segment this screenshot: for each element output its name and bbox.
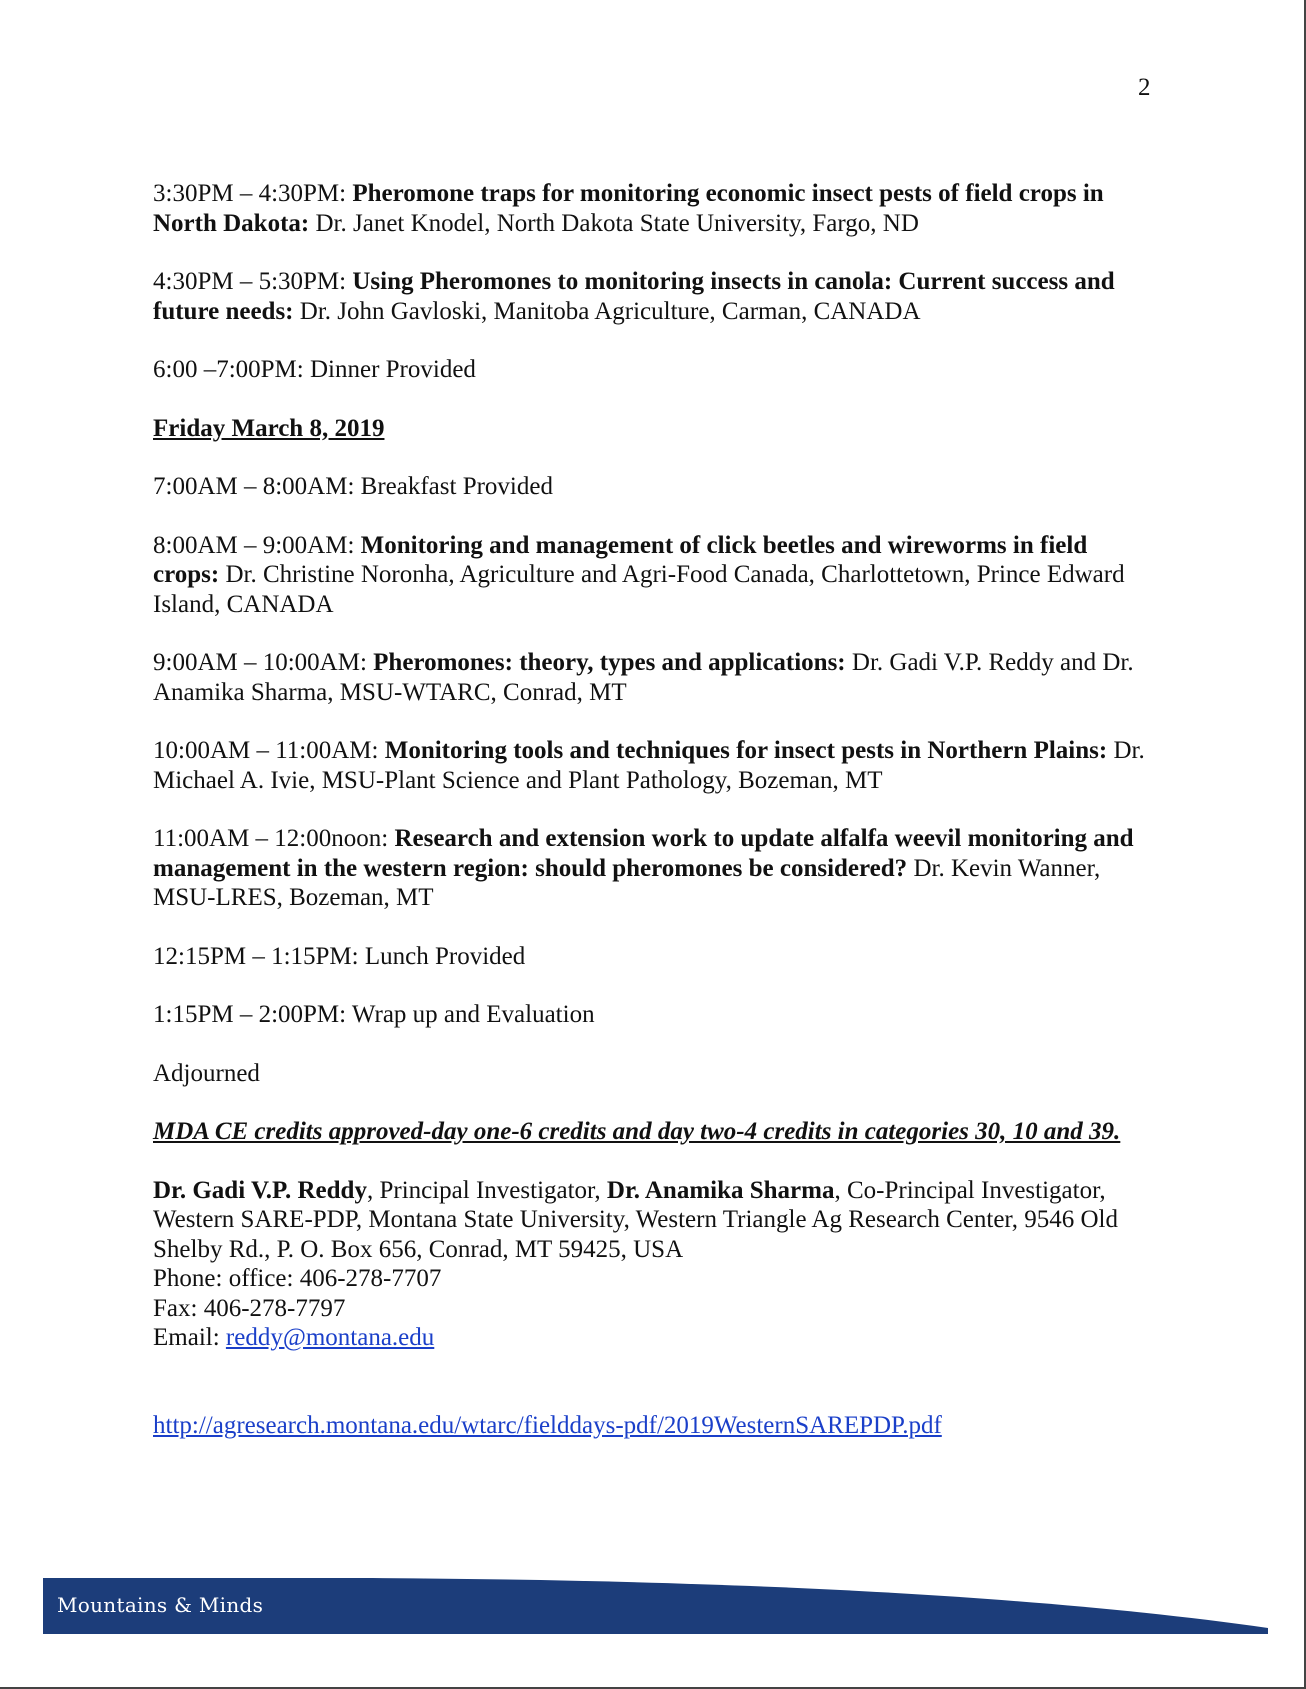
session-item xyxy=(153,824,1153,913)
session-title: Research and extension work to update alfalfa weevil monitoring and management in the western region: should pheromones be considered? xyxy=(153,825,1134,882)
session-speaker: Dr. Gadi V.P. Reddy and Dr. Anamika Sharma, MSU-WTARC, Conrad, MT xyxy=(153,649,1134,706)
adjourned-text: Adjourned xyxy=(153,1059,260,1087)
session-speaker: Dr. Kevin Wanner, MSU-LRES, Bozeman, MT xyxy=(153,854,1101,911)
session-time: 9:00AM – 10:00AM: xyxy=(153,649,374,676)
session-title: Pheromones: theory, types and applications: xyxy=(373,649,846,676)
session-title: Monitoring and management of click beetles and wireworms in field crops: xyxy=(153,531,1088,588)
session-title: Monitoring tools and techniques for insect pests in Northern Plains: xyxy=(384,737,1108,764)
pi-name: Dr. Gadi V.P. Reddy xyxy=(153,1176,367,1204)
session-title: Pheromone traps for monitoring economic insect pests of field crops in North Dakota: xyxy=(153,180,1104,237)
email-label: Email: xyxy=(153,1324,226,1351)
session-item xyxy=(153,648,1153,707)
session-time: 11:00AM – 12:00noon: xyxy=(153,825,395,852)
url-paragraph xyxy=(153,1411,1153,1441)
session-item xyxy=(153,267,1153,326)
copi-name: Dr. Anamika Sharma xyxy=(606,1176,835,1204)
pdf-url-link[interactable]: http://agresearch.montana.edu/wtarc/fielddays-pdf/2019WesternSAREPDP.pdf xyxy=(153,1411,942,1439)
email-link[interactable]: reddy@montana.edu xyxy=(225,1324,435,1351)
dinner-item: 6:00 –7:00PM: Dinner Provided xyxy=(153,356,476,383)
session-speaker: Dr. Janet Knodel, North Dakota State University, Fargo, ND xyxy=(309,209,919,237)
session-time: 4:30PM – 5:30PM: xyxy=(153,268,353,295)
session-time: 8:00AM – 9:00AM: xyxy=(153,531,361,559)
session-time: 10:00AM – 11:00AM: xyxy=(153,737,385,764)
session-time: 3:30PM – 4:30PM: xyxy=(153,180,353,207)
agenda-content xyxy=(153,179,1153,1469)
fax-line: Fax: 406-278-7797 xyxy=(153,1294,346,1322)
session-speaker: Dr. John Gavloski, Manitoba Agriculture, Carman, CANADA xyxy=(293,297,921,325)
breakfast-item: 7:00AM – 8:00AM: Breakfast Provided xyxy=(153,473,553,500)
wrapup-item: 1:15PM – 2:00PM: Wrap up and Evaluation xyxy=(153,1001,595,1028)
session-title: Using Pheromones to monitoring insects in canola: Current success and future needs: xyxy=(153,268,1115,325)
session-item xyxy=(153,179,1153,238)
phone-line: Phone: office: 406-278-7707 xyxy=(153,1265,442,1292)
copi-role-address: , Co-Principal Investigator, Western SARE-PDP, Montana State University, Western Triangle Ag Research Center, 9546 Old Shelby Rd., P. O. Box 656, Conrad, MT 59425, USA xyxy=(153,1176,1118,1263)
contact-block xyxy=(153,1176,1153,1353)
session-item xyxy=(153,736,1153,795)
email-line xyxy=(153,1323,1153,1353)
page-number: 2 xyxy=(1138,74,1151,101)
session-speaker: Dr. Christine Noronha, Agriculture and Agri-Food Canada, Charlottetown, Prince Edward Island, CANADA xyxy=(153,561,1125,618)
day-heading: Friday March 8, 2019 xyxy=(153,414,385,442)
lunch-item: 12:15PM – 1:15PM: Lunch Provided xyxy=(153,942,526,970)
footer-tagline: Mountains & Minds xyxy=(57,1593,264,1617)
session-speaker: Dr. Michael A. Ivie, MSU-Plant Science and Plant Pathology, Bozeman, MT xyxy=(153,737,1145,794)
session-item xyxy=(153,531,1153,620)
pi-role: , Principal Investigator, xyxy=(366,1176,607,1204)
credits-note: MDA CE credits approved-day one-6 credits and day two-4 credits in categories 30, 10 and 39. xyxy=(153,1118,1121,1145)
